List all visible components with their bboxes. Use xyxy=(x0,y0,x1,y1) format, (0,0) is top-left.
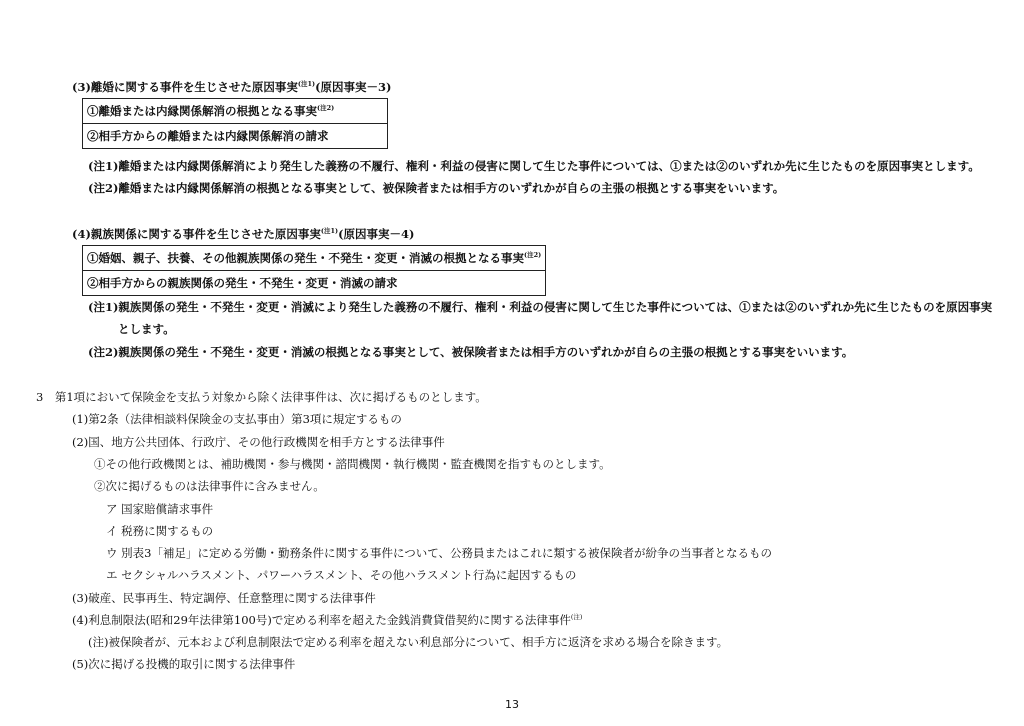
para3-item-2-sub-1: ①その他行政機関とは、補助機関・参与機関・諮問機関・執行機関・監査機関を指すものとします。 xyxy=(94,457,611,471)
para3-sub-i: イ 税務に関するもの xyxy=(106,524,214,538)
para3-intro: 3 第1項において保険金を支払う対象から除く法律事件は、次に掲げるものとします。 xyxy=(36,390,487,404)
sec4-fact-row-1: ①婚姻、親子、扶養、その他親族関係の発生・不発生・変更・消滅の根拠となる事実$^{(注2)}$ xyxy=(83,246,546,271)
sec3-fact-row-1: ①離婚または内縁関係解消の根拠となる事実$^{(注2)}$ xyxy=(83,99,388,124)
page-number: 13 xyxy=(505,698,519,711)
sec3-fact-table xyxy=(82,98,388,149)
para3-item-2: (2)国、地方公共団体、行政庁、その他行政機関を相手方とする法律事件 xyxy=(72,435,445,449)
para3-item-2-sub-2: ②次に掲げるものは法律事件に含みません。 xyxy=(94,479,325,493)
sec4-note-2: (注2)親族関係の発生・不発生・変更・消滅の根拠となる事実として、被保険者または相手方のいずれかが自らの主張の根拠とする事実をいいます。 xyxy=(88,345,854,359)
para3-sub-e: エ セクシャルハラスメント、パワーハラスメント、その他ハラスメント行為に起因するもの xyxy=(106,568,577,582)
sec3-note-2: (注2)離婚または内縁関係解消の根拠となる事実として、被保険者または相手方のいずれかが自らの主張の根拠とする事実をいいます。 xyxy=(88,181,785,195)
para3-sub-u: ウ 別表3「補足」に定める労働・勤務条件に関する事件について、公務員またはこれに類する被保険者が紛争の当事者となるもの xyxy=(106,546,773,560)
sec3-note-1: (注1)離婚または内縁関係解消により発生した義務の不履行、権利・利益の侵害に関して生じた事件については、①または②のいずれか先に生じたものを原因事実とします。 xyxy=(88,159,980,173)
sec4-note-1-line-2: とします。 xyxy=(118,322,175,336)
para3-sub-a: ア 国家賠償請求事件 xyxy=(106,502,214,516)
para3-item-5: (5)次に掲げる投機的取引に関する法律事件 xyxy=(72,657,296,671)
para3-item-1: (1)第2条（法律相談料保険金の支払事由）第3項に規定するもの xyxy=(72,412,402,426)
sec3-fact-row-2: ②相手方からの離婚または内縁関係解消の請求 xyxy=(83,124,388,149)
para3-item-3: (3)破産、民事再生、特定調停、任意整理に関する法律事件 xyxy=(72,591,376,605)
para3-item-4-note: (注) xyxy=(570,613,583,621)
sec4-heading: (4)親族関係に関する事件を生じさせた原因事実$^{(注1)}$(原因事実－4) xyxy=(72,227,415,241)
para3-item-4-detail: (注)被保険者が、元本および利息制限法で定める利率を超えない利息部分について、相手方に返済を求める場合を除きます。 xyxy=(88,635,729,649)
sec4-fact-row-2: ②相手方からの親族関係の発生・不発生・変更・消滅の請求 xyxy=(83,271,546,296)
para3-item-4: (4)利息制限法(昭和29年法律第100号)で定める利率を超えた金銭消費貸借契約に関する法律事件$^{(注)}$ xyxy=(72,613,583,627)
sec3-heading-note: (注1) xyxy=(297,80,316,88)
sec4-note-1-line-1: (注1)親族関係の発生・不発生・変更・消滅により発生した義務の不履行、権利・利益の侵害に関して生じた事件については、①または②のいずれか先に生じたものを原因事実 xyxy=(88,300,993,314)
sec3-heading: (3)離婚に関する事件を生じさせた原因事実$^{(注1)}$(原因事実－3) xyxy=(72,80,392,94)
sec4-heading-note: (注1) xyxy=(320,227,339,235)
sec4-fact-table xyxy=(82,245,546,296)
